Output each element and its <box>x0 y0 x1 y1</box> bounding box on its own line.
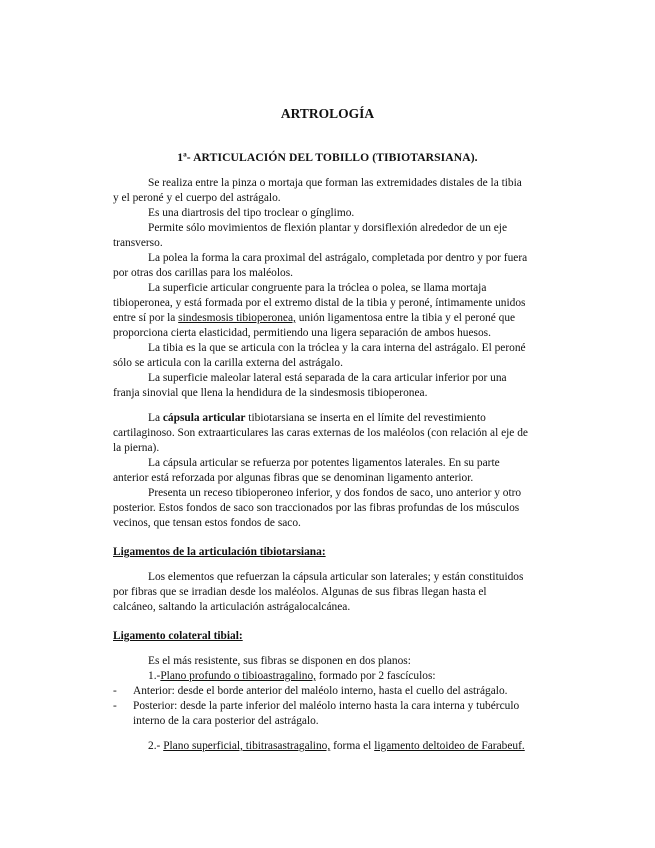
paragraph: Los elementos que refuerzan la cápsula articular son laterales; y están constituidos por fibras que se irradian desde los maléolos. Algunas de sus fibras llegan hasta el calcáneo, saltando la articulación astrágalocalcánea. <box>113 571 524 613</box>
page-title: ARTROLOGÍA <box>280 106 375 121</box>
paragraph-text: 2.- <box>148 740 164 752</box>
paragraph-text: La <box>148 412 163 424</box>
spacer <box>113 615 528 629</box>
paragraph-text: tibiotarsiana se inserta en el límite del revestimiento cartilaginoso. Son extraarticulares las caras externas de los maléolos (con relación al eje de la pierna). <box>113 412 528 454</box>
paragraph: La superficie maleolar lateral está separada de la cara articular inferior por una franja sinovial que llena la hendidura de la sindesmosis tibioperonea. <box>113 372 507 399</box>
list-item <box>113 699 528 729</box>
underlined-term: sindesmosis tibioperonea, <box>178 312 296 324</box>
bullet-list <box>113 684 528 729</box>
paragraph-text: forma el <box>330 740 375 752</box>
dash-bullet: - <box>113 685 117 697</box>
paragraph <box>113 669 528 684</box>
spacer <box>113 560 528 570</box>
paragraph: Permite sólo movimientos de flexión plantar y dorsiflexión alrededor de un eje transverso. <box>113 222 508 249</box>
spacer <box>113 644 528 654</box>
document-body <box>113 176 528 754</box>
section-title: 1ª- ARTICULACIÓN DEL TOBILLO (TIBIOTARSIANA). <box>177 151 478 164</box>
section-heading: Ligamentos de la articulación tibiotarsiana: <box>113 546 326 558</box>
spacer <box>113 729 528 739</box>
paragraph-text: 1.- <box>148 670 161 682</box>
paragraph: Es el más resistente, sus fibras se disponen en dos planos: <box>148 655 411 667</box>
paragraph: La tibia es la que se articula con la tróclea y la cara interna del astrágalo. El peroné sólo se articula con la carilla externa del astrágalo. <box>113 342 526 369</box>
paragraph: La polea la forma la cara proximal del astrágalo, completada por dentro y por fuera por otras dos carillas para los maléolos. <box>113 252 528 279</box>
list-item <box>113 684 528 699</box>
paragraph <box>113 281 528 341</box>
paragraph: La cápsula articular se refuerza por potentes ligamentos laterales. En su parte anterior está reforzada por algunas fibras que se denominan ligamento anterior. <box>113 457 500 484</box>
paragraph-text: La superficie articular congruente para la tróclea o polea, se llama mortaja tibioperonea, y está formada por el extremo distal de la tibia y peroné, íntimamente unidos entre sí por la <box>113 282 526 324</box>
list-item-text: Anterior: desde el borde anterior del maléolo interno, hasta el cuello del astrágalo. <box>133 685 508 697</box>
paragraph <box>113 739 528 754</box>
section-heading: Ligamento colateral tibial: <box>113 630 243 642</box>
paragraph: Se realiza entre la pinza o mortaja que forman las extremidades distales de la tibia y el peroné y el cuerpo del astrágalo. <box>113 177 522 204</box>
paragraph: Presenta un receso tibioperoneo inferior, y dos fondos de saco, uno anterior y otro posterior. Estos fondos de saco son traccionados por las fibras profundas de los músculos vecinos, que tensan estos fondos de saco. <box>113 487 522 529</box>
underlined-term: ligamento deltoideo de Farabeuf. <box>374 740 525 752</box>
spacer <box>113 531 528 545</box>
underlined-term: Plano superficial, tibitrasastragalino, <box>163 740 331 752</box>
list-item-text: Posterior: desde la parte inferior del maléolo interno hasta la cara interna y tubérculo interno de la cara posterior del astrágalo. <box>133 700 520 727</box>
paragraph-text: unión ligamentosa entre la tibia y el peroné que proporciona cierta elasticidad, permitiendo una ligera separación de ambos huesos. <box>113 312 516 339</box>
paragraph <box>113 411 528 456</box>
underlined-term: Plano profundo o tibioastragalino, <box>160 670 316 682</box>
spacer <box>113 401 528 411</box>
bold-term: cápsula articular <box>162 412 246 424</box>
paragraph: Es una diartrosis del tipo troclear o gínglimo. <box>148 207 355 219</box>
dash-bullet: - <box>113 700 117 712</box>
paragraph-text: formado por 2 fascículos: <box>316 670 436 682</box>
